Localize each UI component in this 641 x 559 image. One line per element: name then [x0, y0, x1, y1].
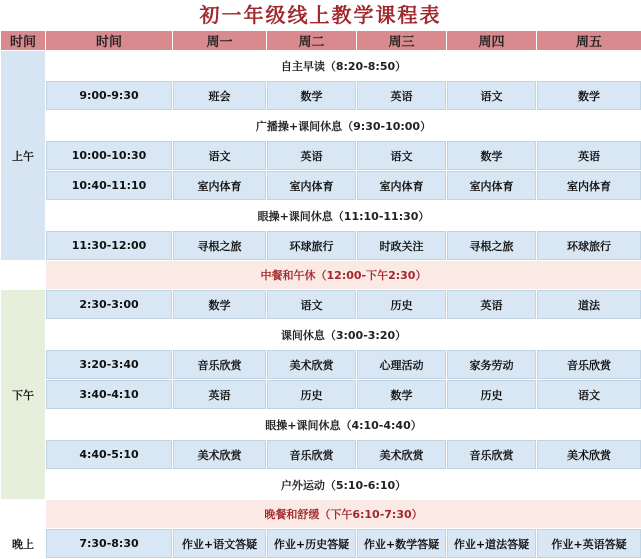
course-cell: 美术欣赏	[173, 440, 267, 470]
table-row	[1, 51, 641, 81]
course-cell: 作业+英语答疑	[537, 529, 641, 559]
note-eye-exercise-pm: 眼操+课间休息（4:10-4:40）	[46, 410, 641, 440]
note-exercise: 广播操+课间休息（9:30-10:00）	[46, 111, 641, 141]
course-cell: 美术欣赏	[267, 350, 357, 380]
course-cell: 室内体育	[173, 171, 267, 201]
course-cell: 作业+道法答疑	[447, 529, 537, 559]
course-cell: 室内体育	[357, 171, 447, 201]
lunch-break: 中餐和午休（12:00-下午2:30）	[46, 261, 641, 290]
header-wed: 周三	[357, 31, 447, 51]
course-cell: 数学	[267, 81, 357, 111]
course-cell: 英语	[357, 81, 447, 111]
course-cell: 英语	[173, 380, 267, 410]
course-cell: 道法	[537, 290, 641, 320]
header-time: 时间	[46, 31, 173, 51]
course-cell: 时政关注	[357, 231, 447, 261]
time-cell: 3:20-3:40	[46, 350, 173, 380]
header-mon: 周一	[173, 31, 267, 51]
page-title: 初一年级线上教学课程表	[0, 0, 641, 30]
time-cell: 9:00-9:30	[46, 81, 173, 111]
table-row	[1, 171, 641, 201]
header-period: 时间	[1, 31, 46, 51]
course-cell: 家务劳动	[447, 350, 537, 380]
course-cell: 语文	[173, 141, 267, 171]
table-row	[1, 440, 641, 470]
time-cell: 10:40-11:10	[46, 171, 173, 201]
course-cell: 语文	[267, 290, 357, 320]
note-eye-exercise: 眼操+课间休息（11:10-11:30）	[46, 201, 641, 231]
course-cell: 环球旅行	[537, 231, 641, 261]
table-row	[1, 290, 641, 320]
course-cell: 环球旅行	[267, 231, 357, 261]
table-row	[1, 320, 641, 350]
table-row	[1, 141, 641, 171]
note-outdoor: 户外运动（5:10-6:10）	[46, 470, 641, 500]
table-row	[1, 201, 641, 231]
note-morning-read: 自主早读（8:20-8:50）	[46, 51, 641, 81]
course-cell: 语文	[537, 380, 641, 410]
course-cell: 作业+语文答疑	[173, 529, 267, 559]
course-cell: 历史	[267, 380, 357, 410]
time-cell: 7:30-8:30	[46, 529, 173, 559]
course-cell: 英语	[537, 141, 641, 171]
header-fri: 周五	[537, 31, 641, 51]
table-row	[1, 231, 641, 261]
period-label-am: 上午	[1, 51, 46, 261]
table-row	[1, 529, 641, 559]
course-cell: 音乐欣赏	[267, 440, 357, 470]
table-row	[1, 81, 641, 111]
course-cell: 室内体育	[447, 171, 537, 201]
schedule-table	[0, 30, 641, 559]
course-cell: 音乐欣赏	[447, 440, 537, 470]
course-cell: 作业+数学答疑	[357, 529, 447, 559]
table-row	[1, 380, 641, 410]
period-label-ev: 晚上	[1, 529, 46, 559]
header-thu: 周四	[447, 31, 537, 51]
course-cell: 美术欣赏	[357, 440, 447, 470]
time-cell: 11:30-12:00	[46, 231, 173, 261]
course-cell: 英语	[267, 141, 357, 171]
course-cell: 语文	[447, 81, 537, 111]
dinner-break: 晚餐和舒缓（下午6:10-7:30）	[46, 500, 641, 529]
table-row	[1, 470, 641, 500]
course-cell: 室内体育	[267, 171, 357, 201]
course-cell: 音乐欣赏	[537, 350, 641, 380]
course-cell: 历史	[357, 290, 447, 320]
course-cell: 数学	[173, 290, 267, 320]
header-row	[1, 31, 641, 51]
course-cell: 寻根之旅	[173, 231, 267, 261]
course-cell: 英语	[447, 290, 537, 320]
table-row	[1, 261, 641, 290]
lunch-spacer	[1, 261, 46, 290]
note-break: 课间休息（3:00-3:20）	[46, 320, 641, 350]
table-row	[1, 111, 641, 141]
course-cell: 语文	[357, 141, 447, 171]
header-tue: 周二	[267, 31, 357, 51]
course-cell: 寻根之旅	[447, 231, 537, 261]
course-cell: 心理活动	[357, 350, 447, 380]
time-cell: 4:40-5:10	[46, 440, 173, 470]
course-cell: 室内体育	[537, 171, 641, 201]
period-label-pm: 下午	[1, 290, 46, 500]
table-row	[1, 350, 641, 380]
course-cell: 作业+历史答疑	[267, 529, 357, 559]
course-cell: 美术欣赏	[537, 440, 641, 470]
table-row	[1, 500, 641, 529]
course-cell: 数学	[537, 81, 641, 111]
course-cell: 数学	[447, 141, 537, 171]
course-cell: 音乐欣赏	[173, 350, 267, 380]
time-cell: 2:30-3:00	[46, 290, 173, 320]
dinner-spacer	[1, 500, 46, 529]
course-cell: 历史	[447, 380, 537, 410]
table-row	[1, 410, 641, 440]
time-cell: 10:00-10:30	[46, 141, 173, 171]
course-cell: 数学	[357, 380, 447, 410]
time-cell: 3:40-4:10	[46, 380, 173, 410]
course-cell: 班会	[173, 81, 267, 111]
